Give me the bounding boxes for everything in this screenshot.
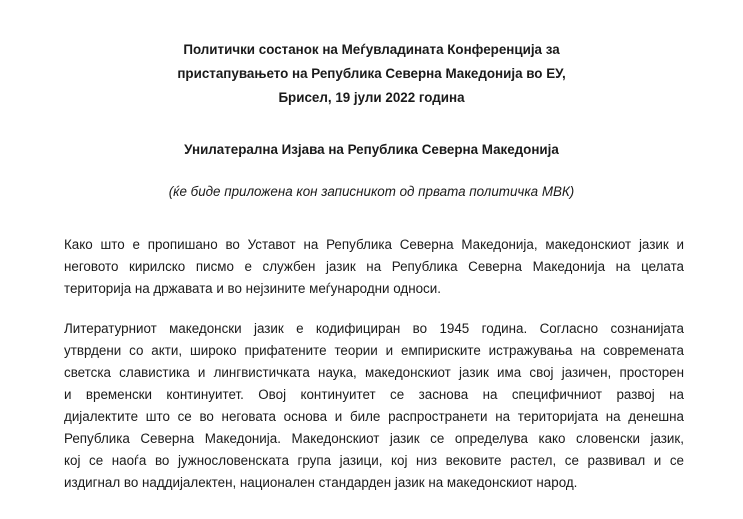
body-paragraph-1 bbox=[64, 234, 684, 300]
paragraph-line: Литературниот македонски јазик е кодифициран во 1945 година. Согласно сознанијата bbox=[64, 321, 684, 336]
paragraph-line: неговото кирилско писмо е службен јазик на Република Северна Македонија на целата bbox=[64, 259, 684, 274]
paragraph-line: територија на државата и во нејзините меѓународни односи. bbox=[64, 281, 441, 296]
title-line: Брисел, 19 јули 2022 година bbox=[278, 90, 465, 105]
paragraph-line: Република Северна Македонија. Македонскиот јазик се определува како словенски јазик, bbox=[64, 431, 684, 446]
paragraph-line: Како што е пропишано во Уставот на Република Северна Македонија, македонскиот јазик и bbox=[64, 237, 684, 252]
body-paragraph-2 bbox=[64, 318, 684, 494]
document-subtitle: Унилатерална Изјава на Република Северна Македонија bbox=[184, 142, 559, 157]
paragraph-line: и временски континуитет. Овој континуитет се заснова на специфичниот развој на bbox=[64, 387, 684, 402]
title-line: пристапувањето на Република Северна Македонија во ЕУ, bbox=[177, 66, 566, 81]
title-line: Политички состанок на Меѓувладината Конференција за bbox=[183, 42, 560, 57]
paragraph-line: утврдени со акти, широко прифатените теории и емпириските истражувања на современата bbox=[64, 343, 684, 358]
document-note: (ќе биде приложена кон записникот од првата политичка МВК) bbox=[168, 184, 575, 199]
paragraph-line: издигнал во наддијалектен, национален стандарден јазик на македонскиот народ. bbox=[64, 475, 578, 490]
paragraph-line: светска славистика и лингвистичката наука, македонскиот јазик има свој јазичен, просторен bbox=[64, 365, 684, 380]
document-title bbox=[0, 38, 743, 110]
paragraph-line: кој се наоѓа во јужнословенската група јазици, кој низ вековите растел, се развивал и се bbox=[64, 453, 684, 468]
paragraph-line: дијалектите што се во неговата основа и биле распространети на територијата на денешна bbox=[64, 409, 684, 424]
